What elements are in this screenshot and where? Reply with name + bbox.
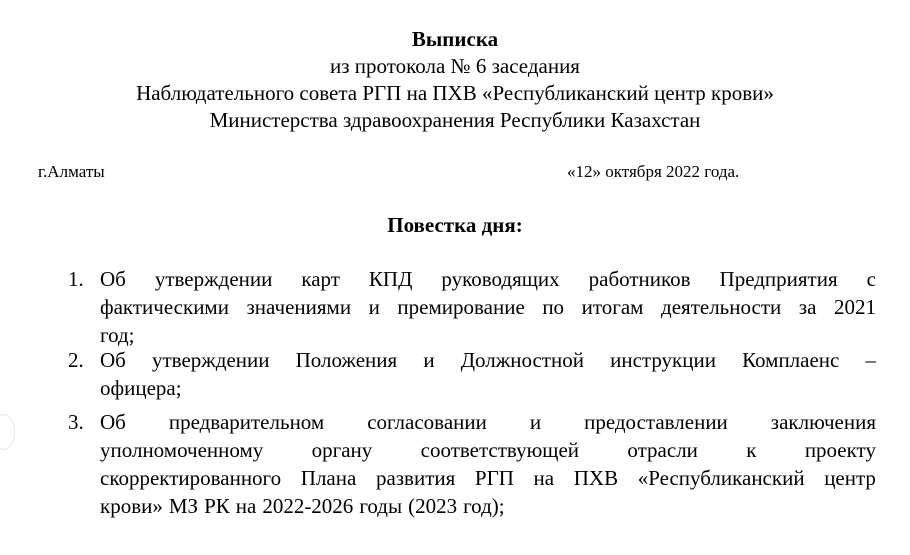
agenda-item-line: Об утверждении карт КПД руководящих работников Предприятия с [100, 267, 876, 291]
agenda-item-line: офицера; [100, 376, 182, 400]
date-label: «12» октября 2022 года. [567, 162, 740, 181]
agenda-item-line: скорректированного Плана развития РГП на ПХВ «Республиканский центр [100, 466, 876, 490]
agenda-item-line: Об утверждении Положения и Должностной инструкции Комплаенс – [100, 348, 876, 372]
agenda-item-number: 2. [68, 348, 84, 372]
agenda-item-line: фактическими значениями и премирование по итогам деятельности за 2021 [100, 295, 876, 319]
agenda-heading: Повестка дня: [387, 213, 523, 237]
city-label: г.Алматы [38, 162, 105, 181]
agenda-item-number: 1. [68, 267, 84, 291]
agenda-item-line: год; [100, 323, 135, 347]
protocol-subtitle: из протокола № 6 заседания [330, 54, 580, 78]
ministry-name: Министерства здравоохранения Республики Казахстан [209, 108, 701, 132]
agenda-item-line: Об предварительном согласовании и предоставлении заключения [100, 410, 876, 434]
agenda-item-line: уполномоченному органу соответствующей отрасли к проекту [100, 438, 876, 462]
agenda-item-line: крови» МЗ РК на 2022-2026 годы (2023 год); [100, 494, 505, 518]
council-name: Наблюдательного совета РГП на ПХВ «Республиканский центр крови» [136, 81, 774, 105]
document-title: Выписка [411, 27, 499, 51]
agenda-item-number: 3. [68, 410, 84, 434]
page-edge-decoration [0, 414, 15, 450]
